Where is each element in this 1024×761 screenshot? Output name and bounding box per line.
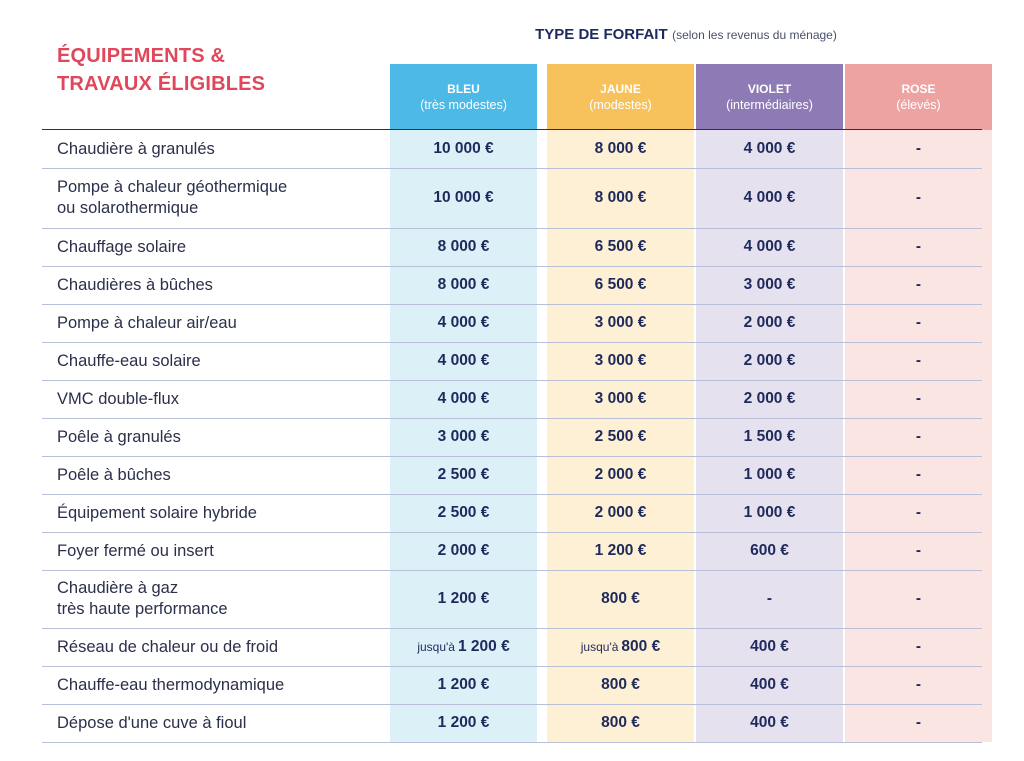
row-label [57, 570, 377, 628]
table-row [42, 704, 982, 743]
cell-value: - [915, 714, 922, 731]
cell-rose [845, 494, 992, 532]
cell-value: 1 200 € [457, 638, 510, 655]
cell-value: 400 € [750, 714, 789, 731]
row-label [57, 532, 377, 570]
cell-value: - [915, 140, 922, 157]
cell-value: 3 000 € [594, 352, 647, 369]
cell-value: 1 000 € [743, 504, 796, 521]
table-row [42, 168, 982, 229]
cell-jaune [547, 570, 694, 628]
cell-bleu [390, 628, 537, 666]
cell-value: - [915, 276, 922, 293]
cell-value: - [915, 676, 922, 693]
cell-jaune [547, 266, 694, 304]
cell-value: - [915, 238, 922, 255]
cell-violet [696, 628, 843, 666]
cell-value: 3 000 € [437, 428, 490, 445]
cell-value: - [915, 542, 922, 559]
cell-jaune [547, 130, 694, 168]
cell-value: - [915, 590, 922, 607]
cell-bleu [390, 266, 537, 304]
cell-bleu [390, 456, 537, 494]
row-label-line: Pompe à chaleur air/eau [57, 313, 237, 332]
cell-value: 6 500 € [594, 238, 647, 255]
row-label-line: Chaudière à granulés [57, 139, 215, 158]
row-label-line: Équipement solaire hybride [57, 503, 257, 522]
cell-value: 8 000 € [594, 189, 647, 206]
table-row [42, 380, 982, 419]
row-label-line: Chauffe-eau solaire [57, 351, 201, 370]
cell-value: - [766, 590, 773, 607]
cell-value: 2 000 € [437, 542, 490, 559]
cell-jaune [547, 304, 694, 342]
cell-jaune [547, 342, 694, 380]
row-label-line: Chaudière à gaz [57, 579, 179, 597]
forfait-type-title: TYPE DE FORFAIT [535, 26, 668, 43]
cell-value: 600 € [750, 542, 789, 559]
cell-violet [696, 704, 843, 742]
cell-rose [845, 130, 992, 168]
cell-value: 4 000 € [437, 352, 490, 369]
row-label-line: Dépose d'une cuve à fioul [57, 713, 247, 732]
cell-bleu [390, 418, 537, 456]
cell-prefix: jusqu'à [417, 640, 455, 654]
row-label [57, 168, 377, 228]
cell-rose [845, 666, 992, 704]
table-row [42, 228, 982, 267]
cell-value: 3 000 € [594, 314, 647, 331]
cell-value: 10 000 € [433, 140, 494, 157]
cell-value: 8 000 € [594, 140, 647, 157]
cell-value: 2 000 € [594, 466, 647, 483]
cell-bleu [390, 304, 537, 342]
cell-value: - [915, 466, 922, 483]
cell-jaune [547, 494, 694, 532]
cell-value: - [915, 390, 922, 407]
row-label-line: Pompe à chaleur géothermique [57, 178, 288, 196]
column-name: ROSE [901, 81, 936, 96]
cell-violet [696, 494, 843, 532]
column-header-rose [845, 64, 992, 130]
table-row [42, 628, 982, 667]
table-row [42, 266, 982, 305]
column-header-bleu [390, 64, 537, 130]
cell-bleu [390, 380, 537, 418]
cell-violet [696, 570, 843, 628]
cell-value: 3 000 € [743, 276, 796, 293]
cell-bleu [390, 228, 537, 266]
cell-rose [845, 380, 992, 418]
cell-bleu [390, 666, 537, 704]
cell-value: 1 200 € [594, 542, 647, 559]
table-row [42, 532, 982, 571]
row-label [57, 304, 377, 342]
cell-rose [845, 418, 992, 456]
row-label [57, 418, 377, 456]
column-name: VIOLET [747, 81, 792, 96]
column-name: BLEU [447, 81, 480, 96]
cell-bleu [390, 494, 537, 532]
section-title [57, 42, 265, 98]
cell-value: 2 500 € [437, 504, 490, 521]
cell-rose [845, 228, 992, 266]
cell-bleu [390, 342, 537, 380]
row-label [57, 342, 377, 380]
column-desc: (élevés) [896, 97, 941, 112]
cell-rose [845, 628, 992, 666]
cell-jaune [547, 704, 694, 742]
cell-violet [696, 456, 843, 494]
cell-value: 1 200 € [437, 590, 490, 607]
cell-value: 2 000 € [743, 352, 796, 369]
cell-value: - [915, 314, 922, 331]
cell-jaune [547, 456, 694, 494]
cell-value: - [915, 352, 922, 369]
cell-violet [696, 168, 843, 228]
cell-violet [696, 228, 843, 266]
column-name: JAUNE [600, 81, 641, 96]
cell-jaune [547, 168, 694, 228]
table-row [42, 130, 982, 169]
cell-violet [696, 418, 843, 456]
row-label [57, 704, 377, 742]
table-row [42, 456, 982, 495]
cell-value: 1 200 € [437, 676, 490, 693]
cell-value: 4 000 € [437, 390, 490, 407]
column-header-violet [696, 64, 843, 130]
row-label-line: Réseau de chaleur ou de froid [57, 637, 279, 656]
cell-value: 1 200 € [437, 714, 490, 731]
row-label-line: VMC double-flux [57, 389, 179, 408]
column-desc: (très modestes) [420, 97, 507, 112]
cell-value: 8 000 € [437, 238, 490, 255]
cell-rose [845, 456, 992, 494]
cell-bleu [390, 168, 537, 228]
cell-jaune [547, 666, 694, 704]
cell-violet [696, 532, 843, 570]
cell-bleu [390, 130, 537, 168]
cell-jaune [547, 532, 694, 570]
row-label [57, 380, 377, 418]
cell-value: 8 000 € [437, 276, 490, 293]
cell-rose [845, 704, 992, 742]
cell-violet [696, 380, 843, 418]
row-label-line: Chauffe-eau thermodynamique [57, 675, 285, 694]
cell-violet [696, 266, 843, 304]
cell-value: 1 000 € [743, 466, 796, 483]
cell-value: 6 500 € [594, 276, 647, 293]
cell-violet [696, 304, 843, 342]
cell-jaune [547, 228, 694, 266]
table-row [42, 494, 982, 533]
row-label-line: Foyer fermé ou insert [57, 541, 214, 560]
cell-rose [845, 168, 992, 228]
cell-jaune [547, 418, 694, 456]
table-row [42, 418, 982, 457]
cell-value: 4 000 € [743, 238, 796, 255]
cell-value: 2 000 € [743, 390, 796, 407]
row-label-line: Chauffage solaire [57, 237, 187, 256]
row-label [57, 494, 377, 532]
column-header-jaune [547, 64, 694, 130]
cell-value: 800 € [601, 590, 640, 607]
cell-rose [845, 570, 992, 628]
row-label-line: Poêle à granulés [57, 427, 181, 446]
cell-rose [845, 342, 992, 380]
cell-value: 800 € [601, 676, 640, 693]
row-label [57, 266, 377, 304]
cell-bleu [390, 532, 537, 570]
table-row [42, 570, 982, 629]
cell-value: 2 000 € [594, 504, 647, 521]
cell-value: 4 000 € [437, 314, 490, 331]
row-label-line: très haute performance [57, 600, 228, 618]
cell-jaune [547, 380, 694, 418]
cell-rose [845, 532, 992, 570]
cell-violet [696, 130, 843, 168]
column-desc: (modestes) [589, 97, 652, 112]
row-label [57, 628, 377, 666]
cell-value: 800 € [621, 638, 661, 655]
row-label [57, 228, 377, 266]
cell-rose [845, 266, 992, 304]
forfait-type-header [390, 26, 982, 52]
cell-value: 800 € [601, 714, 640, 731]
cell-value: - [915, 428, 922, 445]
row-label-line: Chaudières à bûches [57, 275, 213, 294]
cell-value: 3 000 € [594, 390, 647, 407]
row-label [57, 456, 377, 494]
cell-value: 4 000 € [743, 140, 796, 157]
cell-value: 2 500 € [594, 428, 647, 445]
cell-bleu [390, 570, 537, 628]
cell-value: - [915, 504, 922, 521]
cell-value: - [915, 638, 922, 655]
row-label [57, 130, 377, 168]
cell-value: - [915, 189, 922, 206]
cell-value: 1 500 € [743, 428, 796, 445]
cell-value: 10 000 € [433, 189, 494, 206]
table-row [42, 342, 982, 381]
cell-value: 2 500 € [437, 466, 490, 483]
cell-bleu [390, 704, 537, 742]
cell-rose [845, 304, 992, 342]
cell-value: 400 € [750, 676, 789, 693]
cell-jaune [547, 628, 694, 666]
table-row [42, 666, 982, 705]
forfait-type-subtitle: (selon les revenus du ménage) [672, 28, 837, 42]
cell-value: 4 000 € [743, 189, 796, 206]
cell-value: 2 000 € [743, 314, 796, 331]
row-label-line: Poêle à bûches [57, 465, 171, 484]
cell-violet [696, 342, 843, 380]
cell-prefix: jusqu'à [580, 640, 619, 654]
table-row [42, 304, 982, 343]
section-title-line-1: ÉQUIPEMENTS & [57, 45, 226, 67]
row-label [57, 666, 377, 704]
section-title-line-2: TRAVAUX ÉLIGIBLES [57, 73, 266, 95]
cell-violet [696, 666, 843, 704]
cell-value: 400 € [750, 638, 789, 655]
row-label-line: ou solarothermique [57, 199, 199, 217]
column-desc: (intermédiaires) [726, 97, 813, 112]
